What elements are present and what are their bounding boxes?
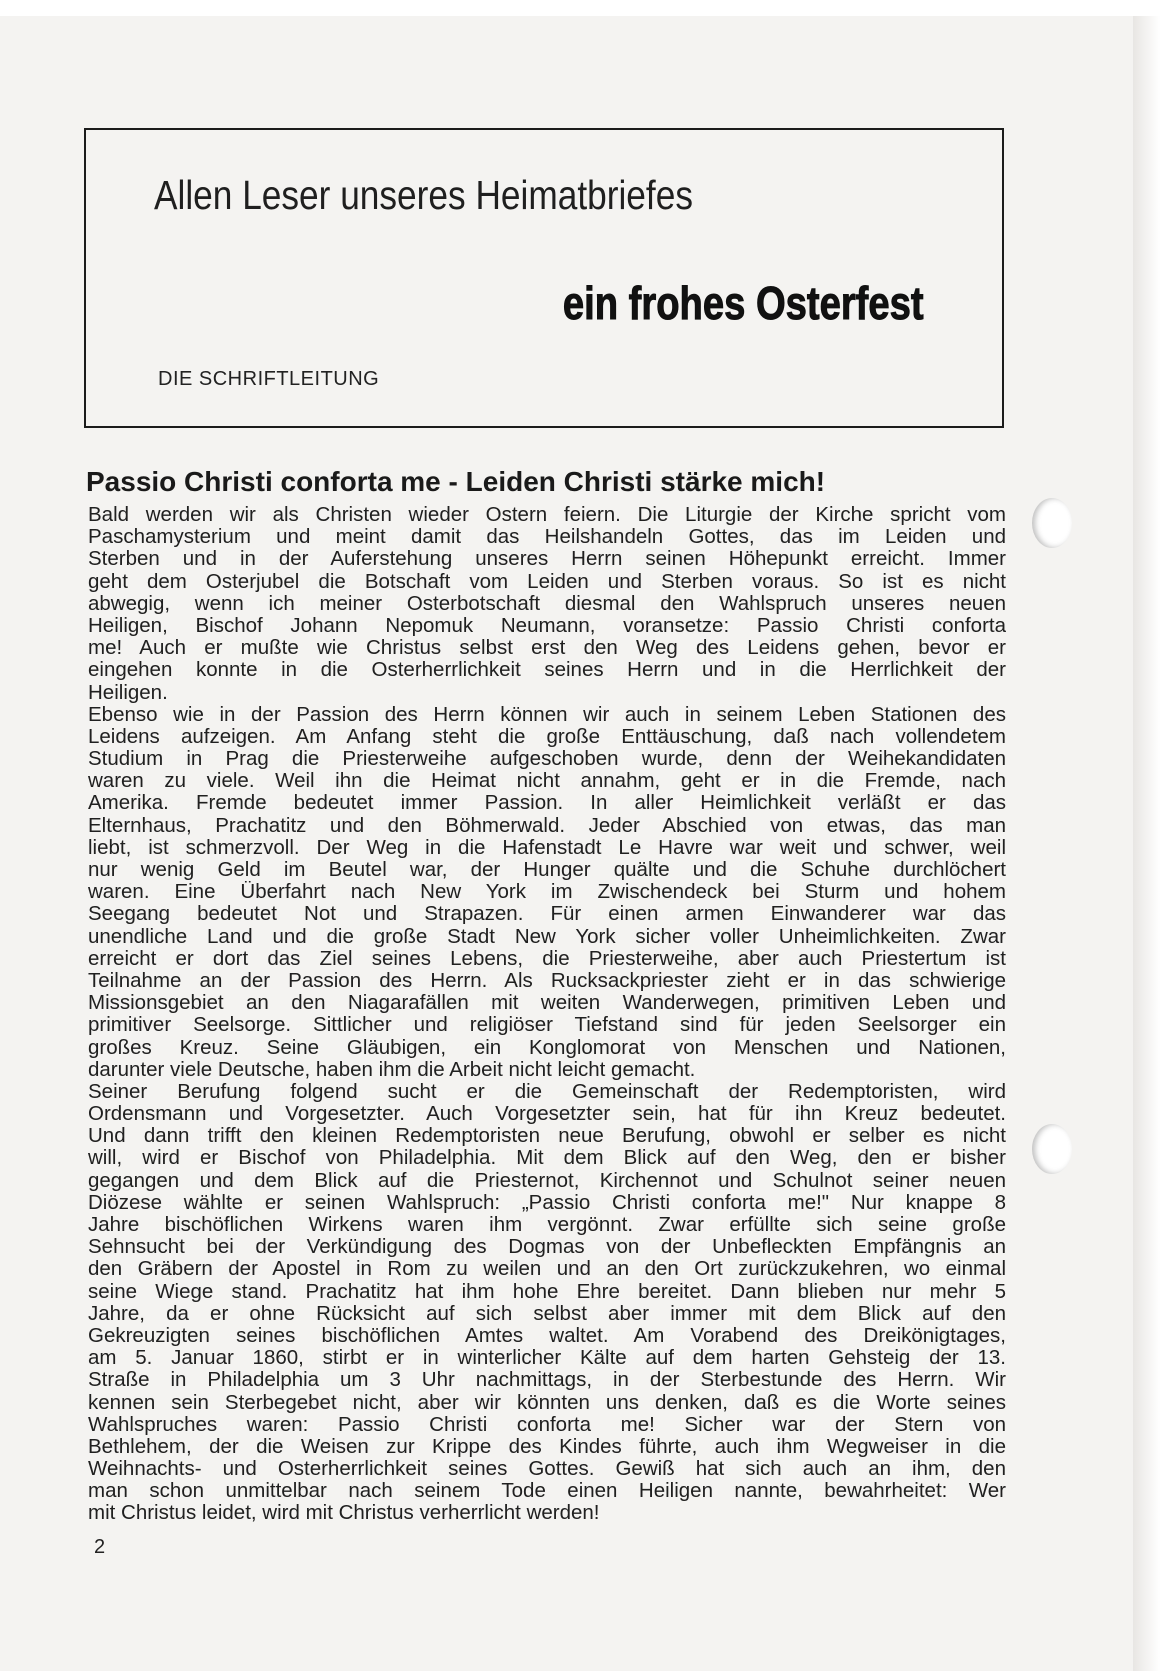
page-number: 2 [94, 1536, 106, 1558]
article-line: Teilnahme an der Passion des Herrn. Als Rucksackpriester zieht er in das schwierige [88, 969, 1006, 992]
article-line: Bald werden wir als Christen wieder Ostern feiern. Die Liturgie der Kirche spricht vom [88, 504, 1006, 526]
article-line: darunter viele Deutsche, haben ihm die Arbeit nicht leicht gemacht. [88, 1058, 696, 1081]
article-line: Paschamysterium und meint damit das Heilshandeln Gottes, das im Leiden und [88, 526, 1006, 549]
punch-hole [1032, 498, 1072, 548]
article-line: Leidens aufzeigen. Am Anfang steht die große Enttäuschung, daß nach vollendetem [88, 725, 1006, 748]
article-line: nur wenig Geld im Beutel war, der Hunger quälte und die Schuhe durchlöchert [88, 859, 1006, 881]
article-line: Elternhaus, Prachatitz und den Böhmerwald. Jeder Abschied von etwas, das man [88, 814, 1006, 837]
article-line: Ebenso wie in der Passion des Herrn können wir auch in seinem Leben Stationen des [88, 703, 1006, 726]
article-line: me! Auch er mußte wie Christus selbst erst den Weg des Leidens gehen, bevor er [88, 637, 1006, 660]
article-line: Heiligen, Bischof Johann Nepomuk Neumann, voransetze: Passio Christi conforta [88, 614, 1006, 637]
article-line: Seiner Berufung folgend sucht er die Gemeinschaft der Redemptoristen, wird [88, 1080, 1006, 1103]
punch-hole [1032, 1124, 1072, 1174]
article-line: Studium in Prag die Priesterweihe aufgeschoben wurde, denn der Weihekandidaten [88, 748, 1006, 771]
article-line: Amerika. Fremde bedeutet immer Passion. In aller Heimlichkeit verläßt er das [88, 792, 1006, 815]
greeting-line: Allen Leser unseres Heimatbriefes [154, 172, 693, 218]
editorial-signature: DIE SCHRIFTLEITUNG [158, 368, 380, 390]
greeting-emphasis: ein frohes Osterfest [563, 277, 924, 329]
article-line: den Gräbern der Apostel in Rom zu weilen und an den Ort zurückzukehren, wo einmal [88, 1258, 1006, 1281]
article-line: abwegig, wenn ich meiner Osterbotschaft diesmal den Wahlspruch unseres neuen [88, 592, 1006, 615]
article-line: erreicht er dort das Ziel seines Lebens, die Priesterweihe, aber auch Priestertum ist [88, 947, 1006, 970]
page-edge [1133, 16, 1160, 1671]
article-line: Und dann trifft den kleinen Redemptoristen neue Berufung, obwohl er selber es nicht [88, 1125, 1006, 1148]
article-line: gegangen und dem Blick auf die Priesternot, Kirchennot und Schulnot seiner neuen [88, 1169, 1006, 1192]
article-line: Wahlspruches waren: Passio Christi conforta me! Sicher war der Stern von [88, 1413, 1006, 1436]
article-line: will, wird er Bischof von Philadelphia. Mit dem Blick auf den Weg, den er bisher [88, 1147, 1006, 1170]
article-body [88, 504, 1006, 1525]
easter-greeting-box [84, 128, 1004, 428]
article-line: primitiver Seelsorge. Sittlicher und religiöser Tiefstand sind für jeden Seelsorger ein [88, 1014, 1006, 1037]
article-line: Seegang bedeutet Not und Strapazen. Für einen armen Einwanderer war das [88, 903, 1006, 926]
article-line: am 5. Januar 1860, stirbt er in winterlicher Kälte auf dem harten Gehsteig der 13. [88, 1347, 1006, 1370]
article-line: Weihnachts- und Osterherrlichkeit seines Gottes. Gewiß hat sich auch an ihm, den [88, 1458, 1006, 1481]
article-line: Gekreuzigten seines bischöflichen Amtes waltet. Am Vorabend des Dreikönigtages, [88, 1324, 1006, 1347]
article-line: Missionsgebiet an den Niagarafällen mit weiten Wanderwegen, primitiven Leben und [88, 992, 1006, 1015]
article-line: Bethlehem, der die Weisen zur Krippe des Kindes führte, auch ihm Wegweiser in die [88, 1435, 1006, 1458]
article-line: waren zu viele. Weil ihn die Heimat nicht annahm, geht er in die Fremde, nach [88, 770, 1006, 793]
article-line: man schon unmittelbar nach seinem Tode einen Heiligen nannte, bewahrheitet: Wer [88, 1480, 1006, 1503]
article-line: unendliche Land und die große Stadt New York sicher voller Unheimlichkeiten. Zwar [88, 925, 1006, 948]
article-line: eingehen konnte in die Osterherrlichkeit seines Herrn und in die Herrlichkeit der [88, 659, 1006, 682]
article-line: waren. Eine Überfahrt nach New York im Zwischendeck bei Sturm und hohem [88, 881, 1006, 904]
article-line: Sterben und in der Auferstehung unseres Herrn seinen Höhepunkt erreicht. Immer [88, 548, 1006, 571]
article-line: Ordensmann und Vorgesetzter. Auch Vorgesetzter sein, hat für ihn Kreuz bedeutet. [88, 1103, 1006, 1126]
article-line: Jahre bischöflichen Wirkens waren ihm vergönnt. Zwar erfüllte sich seine große [88, 1214, 1006, 1236]
article-line: geht dem Osterjubel die Botschaft vom Leiden und Sterben voraus. So ist es nicht [88, 570, 1006, 593]
article-line: mit Christus leidet, wird mit Christus verherrlicht werden! [88, 1502, 600, 1525]
article-line: Straße in Philadelphia um 3 Uhr nachmittags, in der Sterbestunde des Herrn. Wir [88, 1369, 1006, 1392]
article-line: kennen sein Sterbegebet nicht, aber wir könnten uns denken, daß es die Worte seines [88, 1391, 1006, 1414]
article-line: seine Wiege stand. Prachatitz hat ihm hohe Ehre bereitet. Dann blieben nur mehr 5 [88, 1280, 1006, 1303]
article-line: liebt, ist schmerzvoll. Der Weg in die Hafenstadt Le Havre war weit und schwer, weil [88, 836, 1006, 859]
article-line: Heiligen. [88, 681, 168, 704]
article-line: Diözese wählte er seinen Wahlspruch: „Passio Christi conforta me!" Nur knappe 8 [88, 1191, 1006, 1214]
article-line: Jahre, da er ohne Rücksicht auf sich selbst aber immer mit dem Blick auf den [88, 1302, 1006, 1325]
article-line: großes Kreuz. Seine Gläubigen, ein Konglomorat von Menschen und Nationen, [88, 1036, 1006, 1059]
article-line: Sehnsucht bei der Verkündigung des Dogmas von der Unbefleckten Empfängnis an [88, 1236, 1006, 1259]
article-title: Passio Christi conforta me - Leiden Christi stärke mich! [86, 466, 826, 497]
